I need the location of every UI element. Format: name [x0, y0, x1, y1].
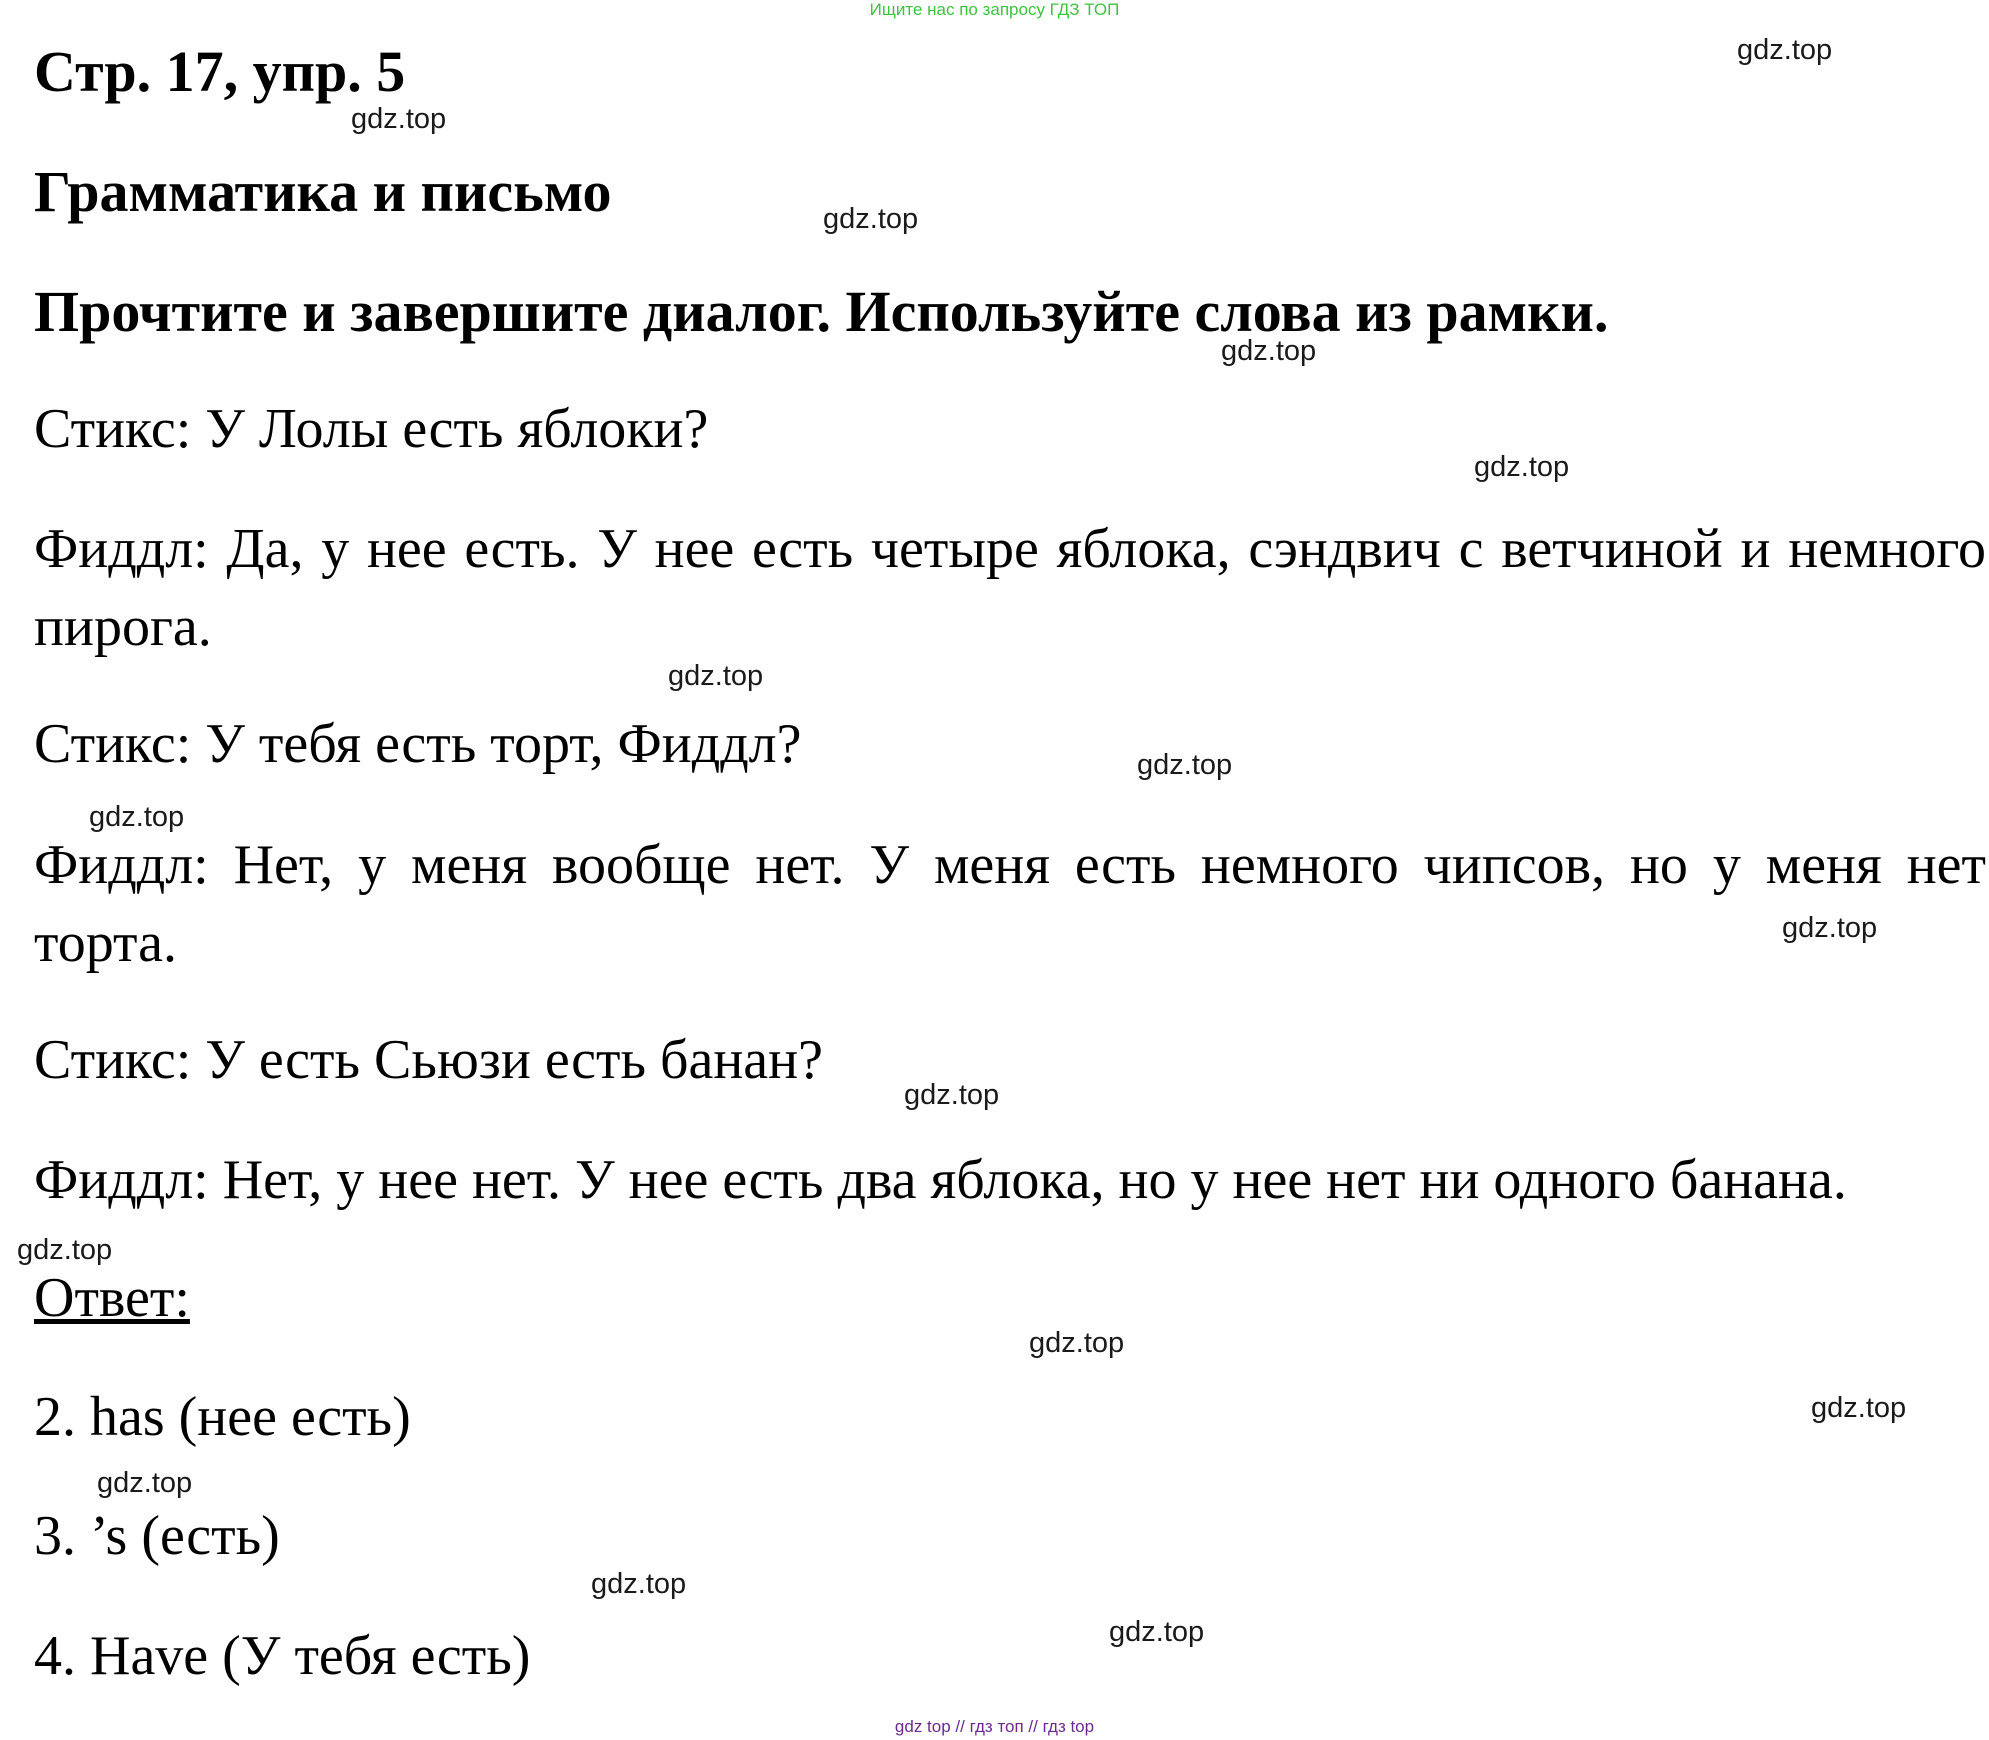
- watermark: gdz.top: [1474, 451, 1570, 483]
- watermark: gdz.top: [89, 801, 185, 833]
- watermark: gdz.top: [904, 1079, 1000, 1111]
- answer-label: Ответ:: [34, 1267, 190, 1329]
- section-heading: Грамматика и письмо: [34, 159, 612, 224]
- watermark: gdz.top: [591, 1568, 687, 1600]
- watermark: gdz.top: [1029, 1327, 1125, 1359]
- dialogue-line-1: Стикс: У Лолы есть яблоки?: [34, 398, 709, 460]
- watermark: gdz.top: [97, 1467, 193, 1499]
- watermark: gdz.top: [668, 660, 764, 692]
- watermark: gdz.top: [17, 1234, 113, 1266]
- answer-item-2: 3. ’s (есть): [34, 1505, 280, 1567]
- watermark: gdz.top: [1811, 1392, 1907, 1424]
- dialogue-line-3: Стикс: У тебя есть торт, Фиддл?: [34, 713, 802, 775]
- watermark: gdz.top: [1737, 34, 1833, 66]
- bottom-banner: gdz top // гдз топ // гдз top: [894, 1717, 1095, 1736]
- answer-item-3: 4. Have (У тебя есть): [34, 1625, 531, 1687]
- watermark: gdz.top: [351, 103, 447, 135]
- task-instruction: Прочтите и завершите диалог. Используйте слова из рамки.: [34, 279, 1609, 344]
- watermark: gdz.top: [1782, 912, 1878, 944]
- watermark: gdz.top: [823, 203, 919, 235]
- watermark: gdz.top: [1109, 1616, 1205, 1648]
- page-title: Стр. 17, упр. 5: [34, 39, 406, 104]
- dialogue-line-6: Фиддл: Нет, у нее нет. У нее есть два яблока, но у нее нет ни одного банана.: [34, 1149, 1847, 1211]
- watermark: gdz.top: [1137, 749, 1233, 781]
- answer-item-1: 2. has (нее есть): [34, 1386, 411, 1448]
- dialogue-line-2: Фиддл: Да, у нее есть. У нее есть четыре яблока, сэндвич с ветчиной и немного пирога.: [34, 518, 1986, 658]
- dialogue-line-5: Стикс: У есть Сьюзи есть банан?: [34, 1029, 823, 1091]
- top-banner: Ищите нас по запросу ГДЗ ТОП: [869, 0, 1120, 19]
- dialogue-line-4: Фиддл: Нет, у меня вообще нет. У меня есть немного чипсов, но у меня нет торта.: [34, 834, 1986, 974]
- watermark: gdz.top: [1221, 335, 1317, 367]
